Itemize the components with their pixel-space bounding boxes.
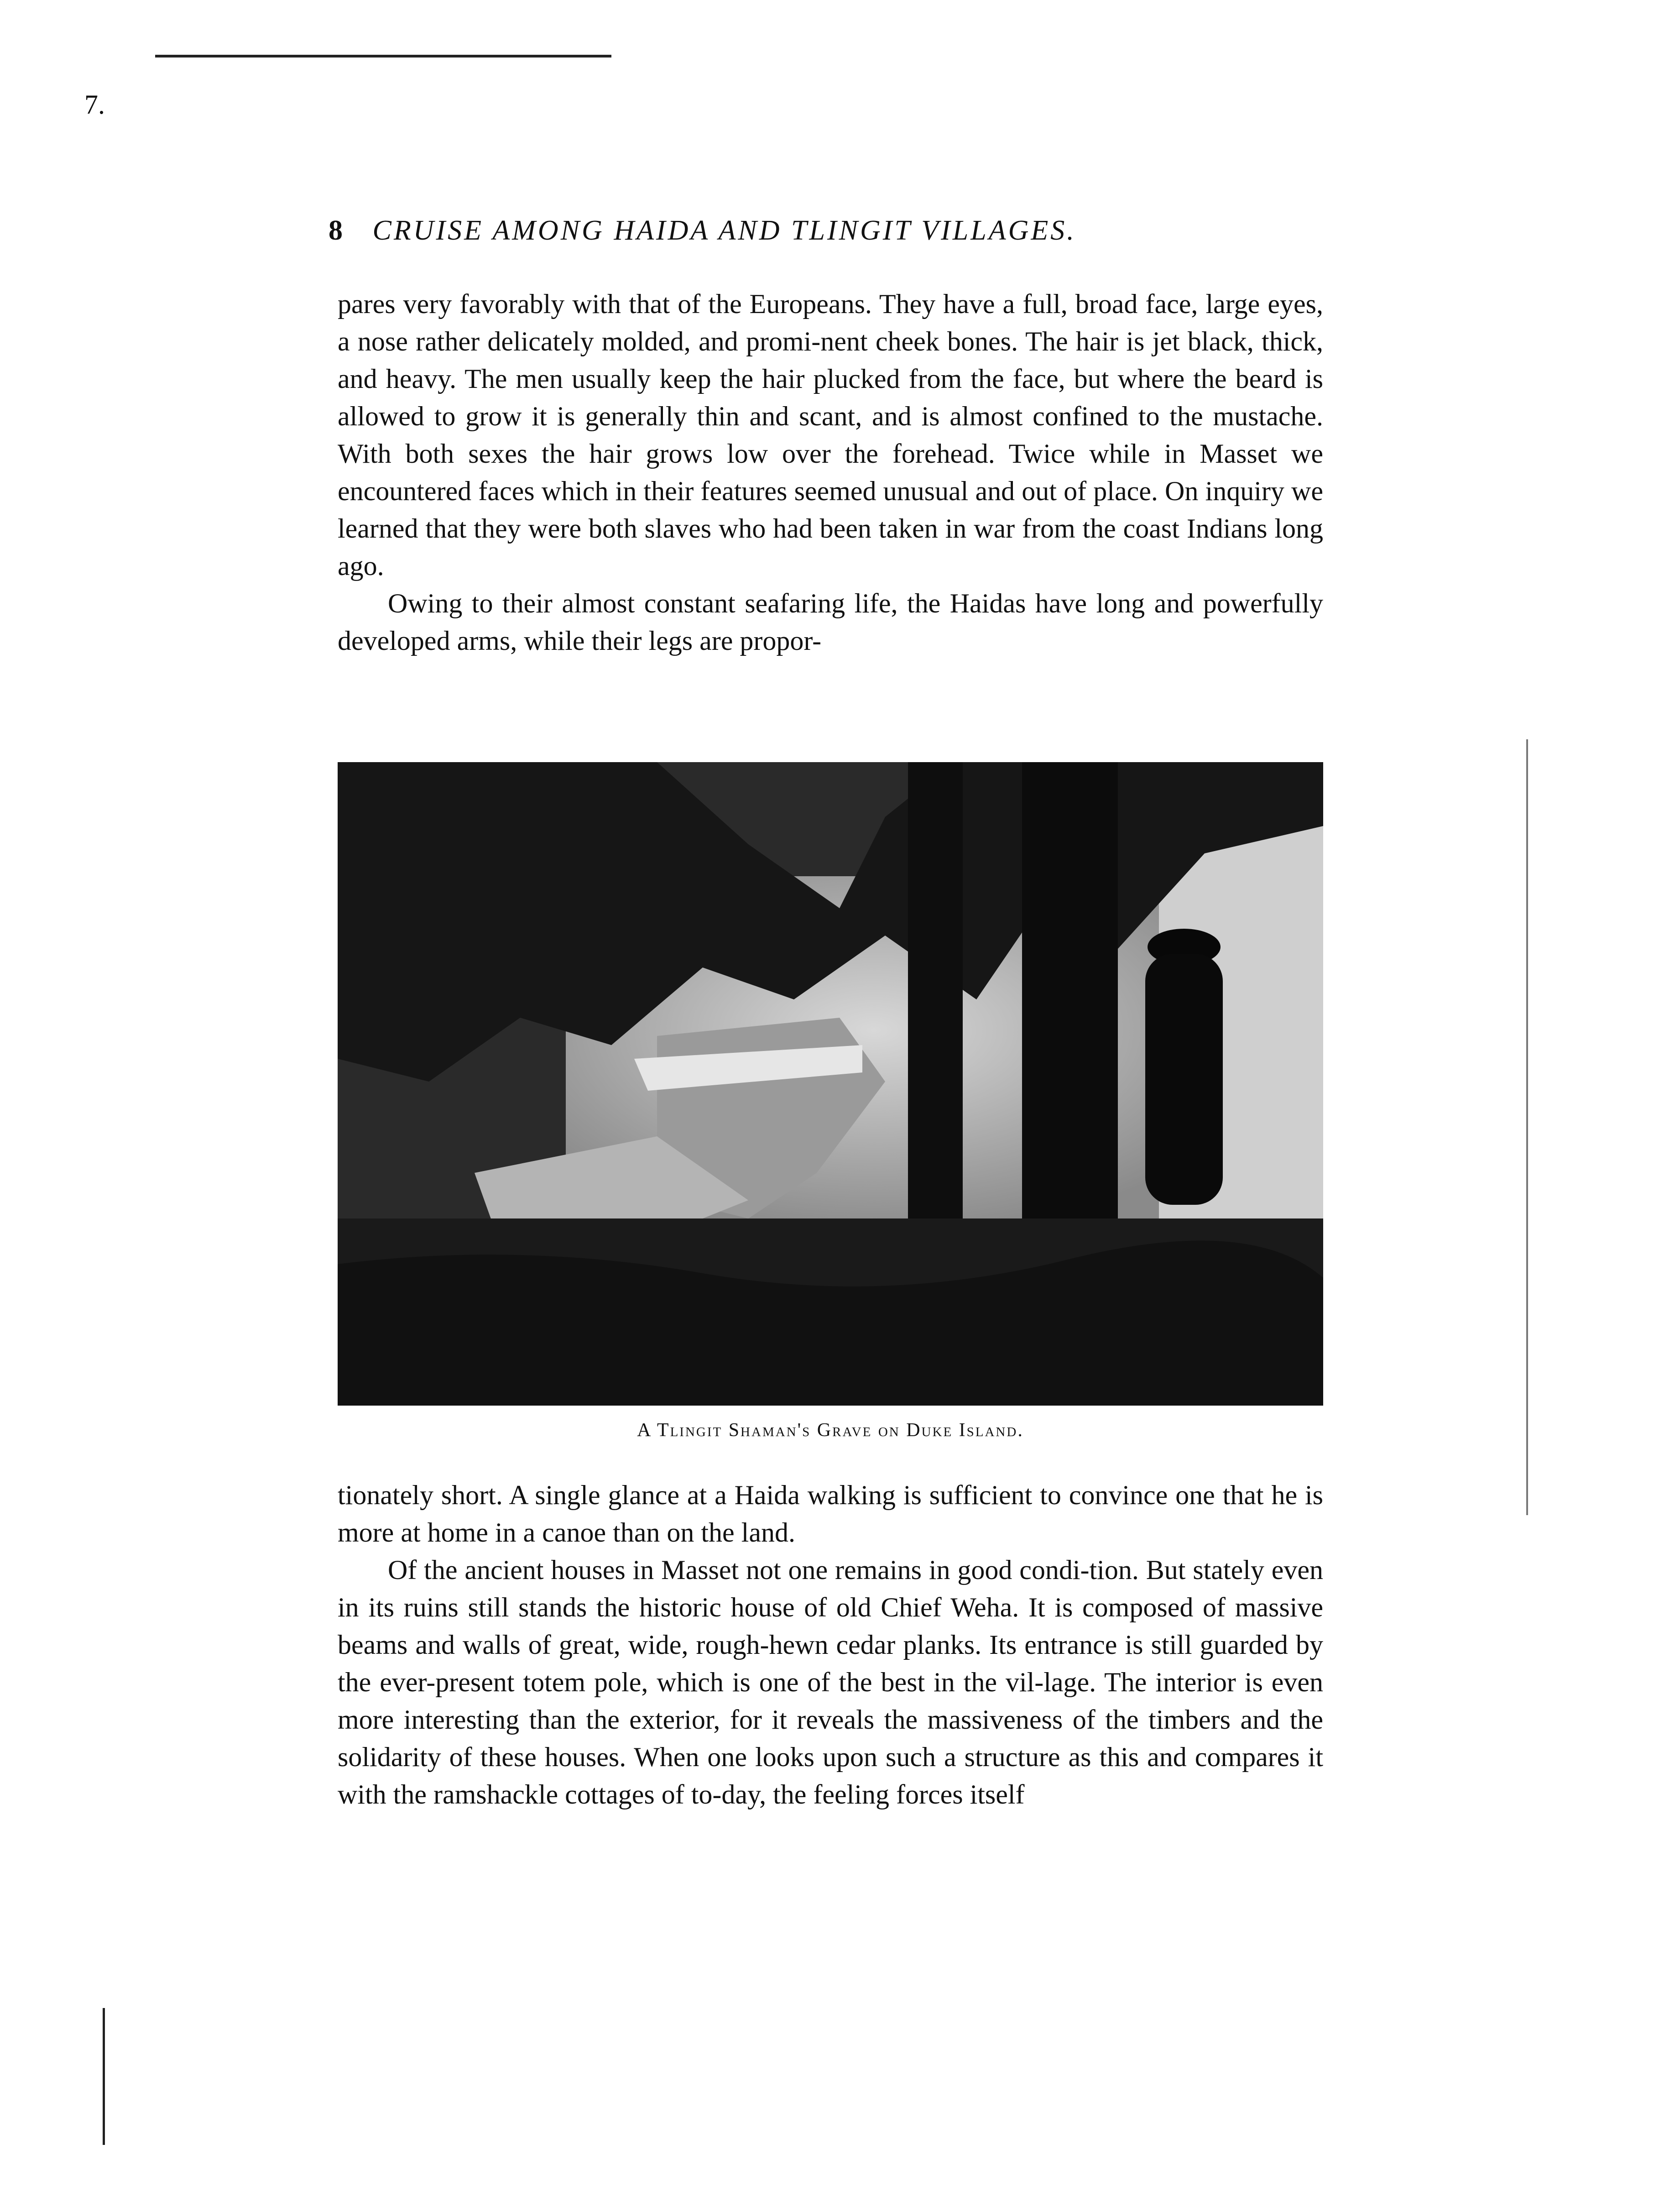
paragraph: Owing to their almost constant seafaring life, the Haidas have long and powerfully developed arms, while their legs are propor- <box>338 588 1323 656</box>
photograph-shaman-grave <box>338 762 1323 1406</box>
paragraph: Of the ancient houses in Masset not one remains in good condi-tion. But stately even in its ruins still stands the historic house of old Chief Weha. It is composed of massive beams and walls of great, wide, rough-hewn cedar planks. Its entrance is still guarded by the ever-present totem pole, which is one of the best in the vil-lage. The interior is even more interesting than the exterior, for it reveals the massiveness of the timbers and the solidarity of these houses. When one looks upon such a structure as this and compares it with the ramshackle cottages of to-day, the feeling forces itself <box>338 1555 1323 1809</box>
page-number: 8 <box>329 215 345 246</box>
text-block-bottom <box>338 1476 1323 1813</box>
paragraph: tionately short. A single glance at a Haida walking is sufficient to convince one that he is more at home in a canoe than on the land. <box>338 1480 1323 1548</box>
running-title: CRUISE AMONG HAIDA AND TLINGIT VILLAGES. <box>372 215 1076 246</box>
margin-rule <box>155 55 611 58</box>
margin-rule <box>103 2008 105 2145</box>
margin-rule <box>1526 739 1528 1515</box>
paragraph: pares very favorably with that of the Europeans. They have a full, broad face, large eyes, a nose rather delicately molded, and promi-nent cheek bones. The hair is jet black, thick, and heavy. The men usually keep the hair plucked from the face, but where the beard is allowed to grow it is generally thin and scant, and is almost confined to the mustache. With both sexes the hair grows low over the forehead. Twice while in Masset we encountered faces which in their features seemed unusual and out of place. On inquiry we learned that they were both slaves who had been taken in war from the coast Indians long ago. <box>338 289 1323 581</box>
figure-caption: A Tlingit Shaman's Grave on Duke Island. <box>637 1420 1024 1441</box>
running-head <box>329 214 1323 247</box>
photograph-illustration <box>338 762 1323 1406</box>
margin-number: 7. <box>84 89 105 120</box>
text-block-top <box>338 285 1323 659</box>
